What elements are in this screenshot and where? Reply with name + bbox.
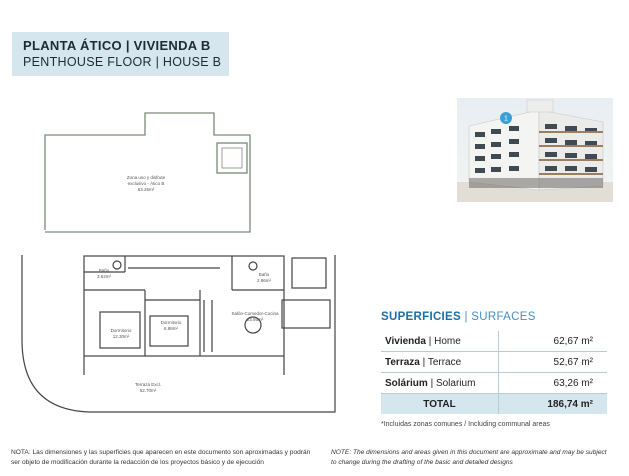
total-label: TOTAL [381, 394, 499, 415]
page-title: PLANTA ÁTICO | VIVIENDA B [23, 38, 211, 53]
table-row: Solárium | Solarium 63,26 m² [381, 373, 607, 394]
floor-plan [0, 90, 350, 430]
dorm2-area: 8.88m² [163, 326, 179, 331]
surfaces-title: SUPERFICIES | SURFACES [381, 311, 536, 323]
apartment-outline [84, 256, 284, 356]
bano1-area: 3.62m² [96, 274, 112, 279]
row-label-es: Terraza [385, 356, 420, 368]
bano2-label: Baño [258, 272, 270, 277]
row-label-en: Home [434, 335, 461, 347]
row-label-es: Solárium [385, 377, 428, 389]
salon-area: 23.95m² [246, 317, 264, 322]
row-value: 52,67 m² [499, 352, 608, 373]
surfaces-title-en: SURFACES [471, 311, 536, 323]
note-english [331, 448, 626, 467]
dorm1-label: Dormitorio [110, 328, 132, 333]
total-value: 186,74 m² [499, 394, 608, 415]
surfaces-table [381, 331, 607, 414]
salon-label: Salón-Comedor-Cocina [231, 311, 279, 316]
bano1-label: Baño [98, 268, 110, 273]
bano2-area: 2.96m² [256, 278, 272, 283]
solarium-label-1: Zona uso y disfrute [126, 175, 166, 180]
total-row [381, 394, 607, 415]
terrace-outline [22, 255, 335, 412]
dorm1-area: 12.30m² [112, 334, 130, 339]
stair-box [217, 143, 247, 173]
page-subtitle: PENTHOUSE FLOOR | HOUSE B [23, 55, 222, 69]
note-spanish: NOTA: Las dimensiones y las superficies que aparecen en este documento son aproximadas y podrán ser objeto de modificación durante la redacción de los proyectos básico y de ejecución [11, 449, 311, 466]
surfaces-title-es: SUPERFICIES [381, 311, 461, 323]
note-english-line-2: to change during the drafting of the basic and detailed designs [331, 458, 513, 466]
table-row: Vivienda | Home 62,67 m² [381, 331, 607, 352]
terraza-label: Terraza Excl. [134, 382, 162, 387]
building-photo [457, 98, 613, 202]
terraza-area: 52.70m² [139, 388, 157, 393]
table-row: Terraza | Terrace 52,67 m² [381, 352, 607, 373]
row-value: 62,67 m² [499, 331, 608, 352]
row-label-en: Solarium [435, 377, 476, 389]
solarium-label-3: 63.26m² [137, 187, 155, 192]
title-box [12, 32, 229, 76]
note-english-line-1: NOTE: The dimensions and areas given in this document are approximate and may be subject [331, 449, 607, 456]
row-value: 63,26 m² [499, 373, 608, 394]
row-label-es: Vivienda [385, 335, 426, 347]
solarium-label-2: exclusivo - Ático B [127, 181, 165, 186]
house-marker-number: 1 [504, 115, 508, 123]
dorm2-label: Dormitorio [160, 320, 182, 325]
row-label-en: Terrace [427, 356, 462, 368]
surfaces-footnote: *Incluidas zonas comunes / Including communal areas [381, 421, 550, 428]
